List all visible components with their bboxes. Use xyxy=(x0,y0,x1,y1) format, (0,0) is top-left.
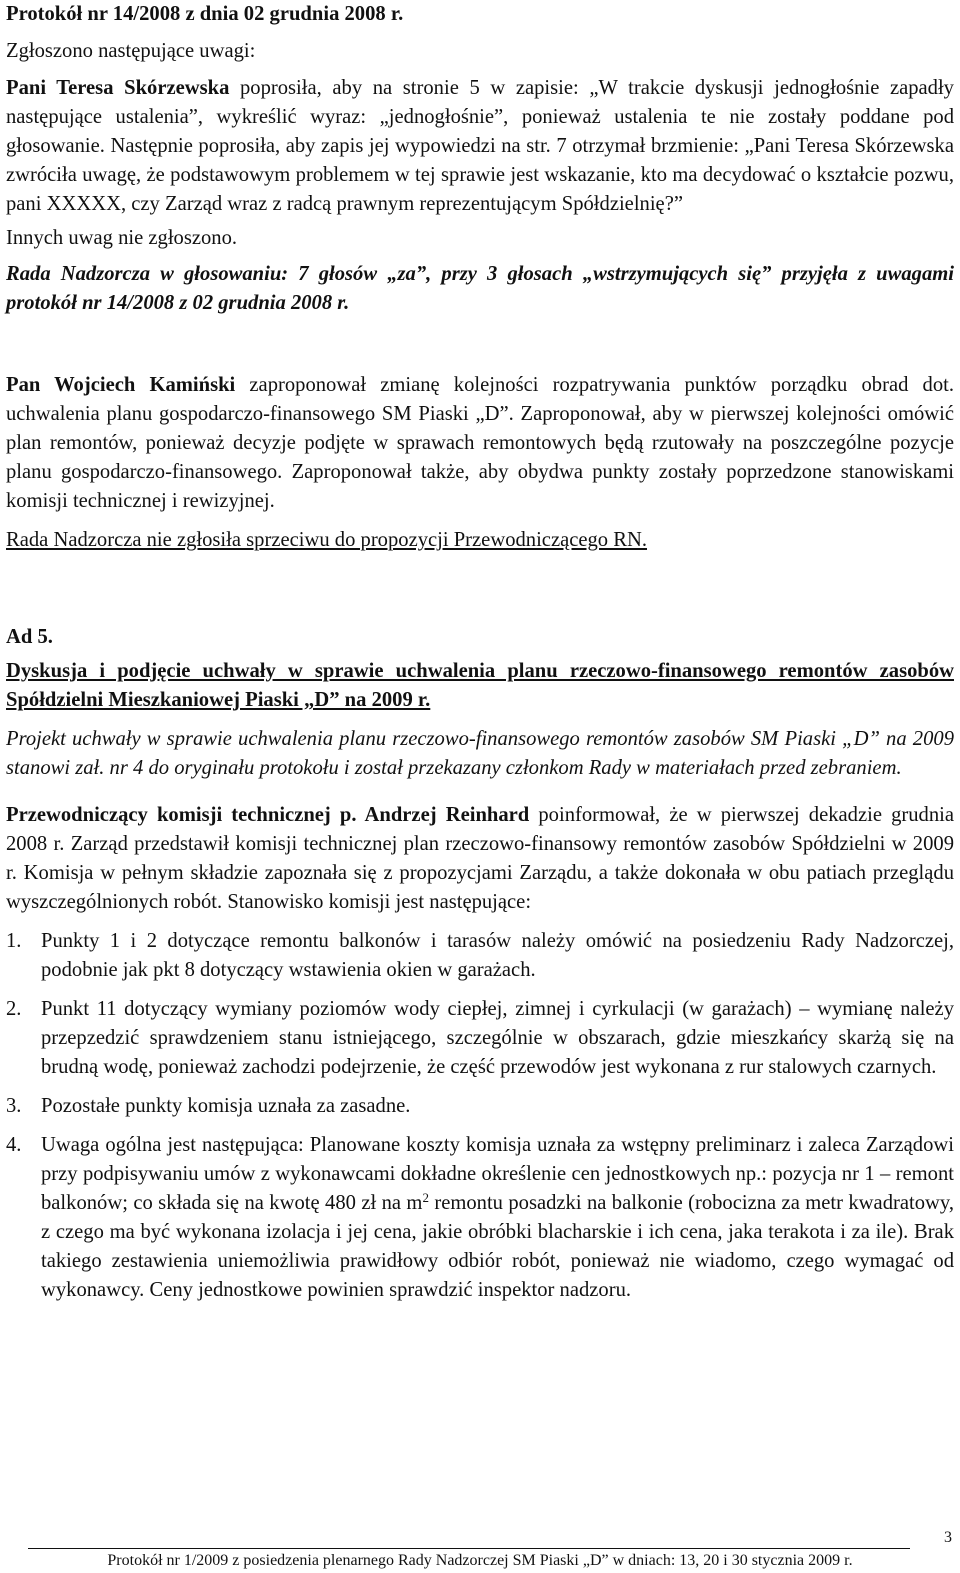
page-number: 3 xyxy=(944,1529,952,1546)
list-text xyxy=(41,1131,954,1305)
section-heading: Dyskusja i podjęcie uchwały w sprawie uchwalenia planu rzeczowo-finansowego remontów zasobów Spółdzielni Mieszkaniowej Piaski „D” na 2009 r. xyxy=(6,660,954,711)
paragraph-reinhard xyxy=(6,801,954,917)
list-number: 1. xyxy=(6,930,22,952)
paragraph-skorzewska xyxy=(6,74,954,219)
list-text-part: remontu posadzki na balkonie (robocizna za metr kwadratowy, z czego ma być wykonana izolacja i jej cena, jakie obróbki blacharskie i ich cena, jaka terakota i za ile). Brak takiego zestawienia uniemożliwia prawidłowy odbiór robót, ponieważ nie wiadomo, czego wymagać od wykonawcy. Ceny jednostkowe powinien sprawdzić inspektor nadzoru. xyxy=(41,1192,954,1301)
list-number: 2. xyxy=(6,998,22,1020)
no-objection-line xyxy=(6,526,954,555)
list-number: 3. xyxy=(6,1095,22,1117)
list-item xyxy=(6,1131,954,1305)
document-page xyxy=(6,0,954,1305)
speaker-name: Pani Teresa Skórzewska xyxy=(6,77,230,99)
no-remarks-line: Innych uwag nie zgłoszono. xyxy=(6,227,238,249)
footer-divider xyxy=(28,1548,910,1549)
speaker-name: Przewodniczący komisji technicznej p. Andrzej Reinhard xyxy=(6,804,530,826)
speaker-name: Pan Wojciech Kamiński xyxy=(6,374,236,396)
protocol-title: Protokół nr 14/2008 z dnia 02 grudnia 2008 r. xyxy=(6,3,404,25)
list-text: Pozostałe punkty komisja uznała za zasadne. xyxy=(41,1095,411,1117)
list-item xyxy=(6,1092,954,1121)
list-item xyxy=(6,927,954,985)
list-number: 4. xyxy=(6,1134,22,1156)
section-ad5: Ad 5. xyxy=(6,626,53,648)
list-text-part: Uwaga ogólna jest następująca: Planowane koszty komisja uznała za wstępny preliminarz i zaleca Zarządowi przy podpisywaniu umów z wykonawcami dokładne określenie cen jednostkowych np.: pozycja nr 1 – remont balkonów; co składa się na kwotę 480 zł na m xyxy=(41,1134,954,1214)
list-item xyxy=(6,995,954,1082)
superscript: 2 xyxy=(422,1190,429,1205)
project-note: Projekt uchwały w sprawie uchwalenia planu rzeczowo-finansowego remontów zasobów SM Piaski „D” na 2009 stanowi zał. nr 4 do oryginału protokołu i został przekazany członkom Rady w materiałach przed zebraniem. xyxy=(6,728,954,779)
commission-position-list xyxy=(6,927,954,1305)
page-footer: Protokół nr 1/2009 z posiedzenia plenarnego Rady Nadzorczej SM Piaski „D” w dniach: 13, 20 i 30 stycznia 2009 r. xyxy=(107,1552,853,1569)
paragraph-text: poprosiła, aby na stronie 5 w zapisie: „W trakcie dyskusji jednogłośnie zapadły następujące ustalenia”, wykreślić wyraz: „jednogłośnie”, ponieważ ustalenia te nie zostały poddane pod głosowanie. Następnie poprosiła, aby zapis jej wypowiedzi na str. 7 otrzymał brzmienie: „Pani Teresa Skórzewska zwróciła uwagę, że podstawowym problemem w tej sprawie jest wskazanie, kto ma decydować o kształcie pozwu, pani XXXXX, czy Zarząd wraz z radcą prawnym reprezentującym Spółdzielnię?” xyxy=(6,77,954,215)
vote-resolution: Rada Nadzorcza w głosowaniu: 7 głosów „za”, przy 3 głosach „wstrzymujących się” przyjęła z uwagami protokół nr 14/2008 z 02 grudnia 2008 r. xyxy=(6,263,954,314)
intro-line: Zgłoszono następujące uwagi: xyxy=(6,40,256,62)
paragraph-text: poinformował, że w pierwszej dekadzie grudnia 2008 r. Zarząd przedstawił komisji technicznej plan rzeczowo-finansowy remontów zasobów Spółdzielni w 2009 r. Komisja w pełnym składzie zapoznała się z propozycjami Zarządu, a także dokonała w obu patiach przeglądu wyszczególnionych robót. Stanowisko komisji jest następujące: xyxy=(6,804,954,913)
list-text: Punkt 11 dotyczący wymiany poziomów wody ciepłej, zimnej i cyrkulacji (w garażach) – wymianę należy przepzedzić sprawdzeniem stanu istniejącego, szczególnie w obszarach, gdzie mieszkańcy skarżą się na brudną wodę, ponieważ zachodzi podejrzenie, że część przewodów jest wykonana z rur stalowych czarnych. xyxy=(41,998,954,1078)
list-text: Punkty 1 i 2 dotyczące remontu balkonów i tarasów należy omówić na posiedzeniu Rady Nadzorczej, podobnie jak pkt 8 dotyczący wstawienia okien w garażach. xyxy=(41,930,954,981)
paragraph-text: zaproponował zmianę kolejności rozpatrywania punktów porządku obrad dot. uchwalenia planu gospodarczo-finansowego SM Piaski „D”. Zaproponował, aby w pierwszej kolejności omówić plan remontów, ponieważ decyzje podjęte w sprawach remontowych będą rzutowały na poszczególne pozycje planu gospodarczo-finansowego. Zaproponował także, aby obydwa punkty zostały poprzedzone stanowiskami komisji technicznej i rewizyjnej. xyxy=(6,374,954,512)
no-objection-text: Rada Nadzorcza nie zgłosiła sprzeciwu do propozycji Przewodniczącego RN. xyxy=(6,529,648,551)
paragraph-kaminski xyxy=(6,371,954,516)
